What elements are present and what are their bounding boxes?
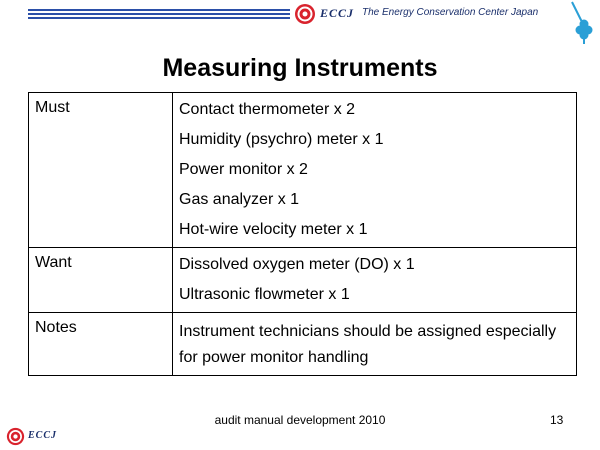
list-item: Ultrasonic flowmeter x 1 <box>179 286 350 303</box>
list-item: Power monitor x 2 <box>179 161 308 178</box>
page-number: 13 <box>550 413 564 427</box>
items-cell <box>173 248 577 313</box>
footer-text: audit manual development 2010 <box>214 413 386 427</box>
table-row <box>29 313 577 376</box>
items-cell <box>173 93 577 248</box>
footer-logo-text: ECCJ <box>28 430 58 441</box>
table-row <box>29 93 577 248</box>
list-item: Dissolved oxygen meter (DO) x 1 <box>179 256 415 273</box>
list-item: Gas analyzer x 1 <box>179 191 300 208</box>
list-item: Humidity (psychro) meter x 1 <box>179 131 384 148</box>
eccj-logo-icon <box>294 3 316 25</box>
category-cell: Must <box>29 93 173 248</box>
list-item: Hot-wire velocity meter x 1 <box>179 221 368 238</box>
slide-title: Measuring Instruments <box>162 54 438 82</box>
clover-logo-icon <box>566 0 600 48</box>
category-cell: Notes <box>29 313 173 376</box>
organization-name: The Energy Conservation Center Japan <box>362 7 539 18</box>
header-logo-text: ECCJ <box>320 6 355 20</box>
instruments-table <box>28 92 577 376</box>
items-cell <box>173 313 577 376</box>
table-row <box>29 248 577 313</box>
list-item: Instrument technicians should be assigned especially for power monitor handling <box>179 323 557 366</box>
header-rule <box>28 9 290 19</box>
category-cell: Want <box>29 248 173 313</box>
footer-eccj-logo-icon <box>6 427 25 446</box>
list-item: Contact thermometer x 2 <box>179 101 356 118</box>
